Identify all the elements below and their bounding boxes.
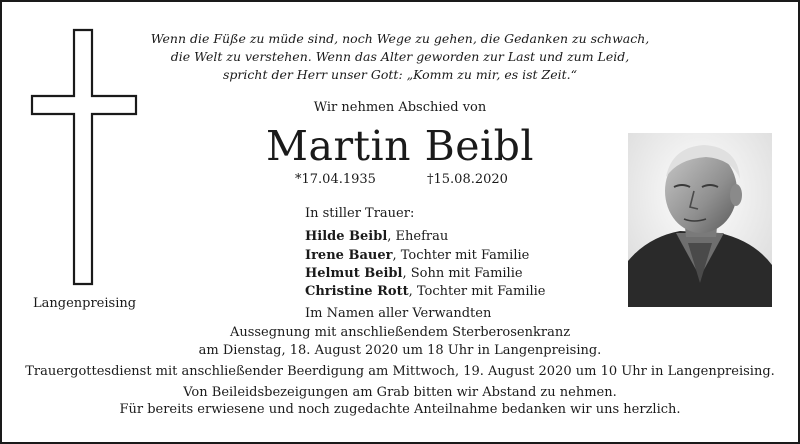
condolence-line: Von Beileidsbezeigungen am Grab bitten wir Abstand zu nehmen.	[183, 385, 617, 400]
funeral-line: Trauergottesdienst mit anschließender Beerdigung am Mittwoch, 19. August 2020 um 10 Uhr in Langenpreising.	[25, 364, 775, 379]
quote-line: spricht der Herr unser Gott: „Komm zu mir, es ist Zeit.“	[223, 67, 577, 82]
mourning-intro: In stiller Trauer:	[305, 206, 415, 221]
mourner-relation: , Tochter mit Familie	[408, 284, 546, 300]
mourner-entry	[305, 247, 546, 265]
ceremony-line: Aussegnung mit anschließendem Sterberosenkranz	[229, 325, 571, 340]
mourner-name: Christine Rott	[305, 284, 409, 300]
place-name: Langenpreising	[33, 296, 137, 311]
thanks-line: Für bereits erwiesene und noch zugedachte Anteilnahme bedanken wir uns herzlich.	[119, 402, 681, 417]
mourner-entry	[305, 265, 546, 283]
mourner-name: Hilde Beibl	[305, 229, 388, 245]
mourner-entry	[305, 283, 546, 301]
mourner-relation: , Ehefrau	[387, 229, 449, 245]
portrait-photo	[628, 133, 772, 307]
relatives-line: Im Namen aller Verwandten	[305, 306, 492, 322]
mourner-name: Irene Bauer	[305, 247, 393, 263]
mourner-relation: , Tochter mit Familie	[392, 247, 530, 263]
poem-quote	[150, 30, 650, 84]
quote-line: die Welt zu verstehen. Wenn das Alter geworden zur Last und zum Leid,	[170, 49, 630, 64]
ceremony-line: am Dienstag, 18. August 2020 um 18 Uhr in Langenpreising.	[198, 343, 602, 358]
mourner-name: Helmut Beibl	[305, 265, 403, 281]
farewell-line: Wir nehmen Abschied von	[313, 100, 487, 115]
death-date: †15.08.2020	[427, 172, 508, 187]
quote-line: Wenn die Füße zu müde sind, noch Wege zu gehen, die Gedanken zu schwach,	[150, 31, 650, 46]
cross-icon	[30, 28, 140, 294]
birth-date: *17.04.1935	[295, 172, 376, 187]
deceased-name: Martin Beibl	[266, 122, 534, 170]
mourners-list	[305, 205, 546, 324]
mourner-entry	[305, 228, 546, 246]
mourner-relation: , Sohn mit Familie	[402, 265, 523, 281]
